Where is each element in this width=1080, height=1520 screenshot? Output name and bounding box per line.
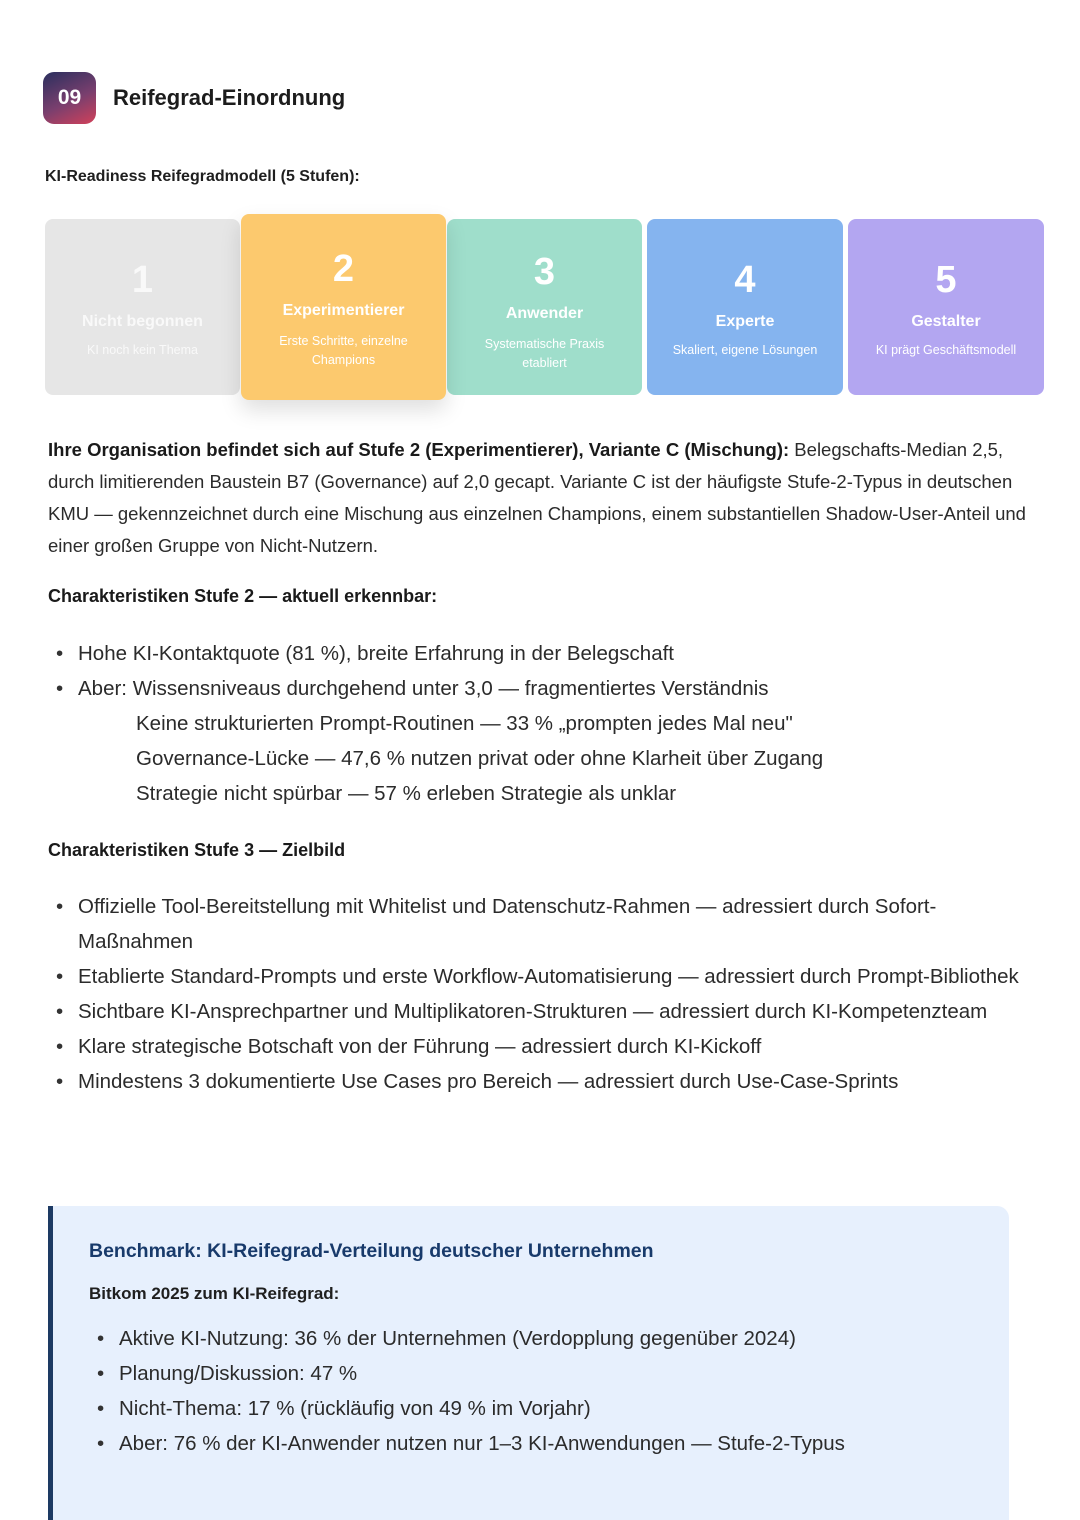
list-item: • Etablierte Standard-Prompts und erste Workflow-Automatisierung — adressiert durch Prompt-Bibliothek xyxy=(48,959,1028,994)
stage-name: Experte xyxy=(715,313,775,330)
stage-description: KI noch kein Thema xyxy=(87,343,198,357)
stage-description: Erste Schritte, einzelne Champions xyxy=(279,334,408,367)
list-item: • Klare strategische Botschaft von der Führung — adressiert durch KI-Kickoff xyxy=(48,1029,1028,1064)
benchmark-title: Benchmark: KI-Reifegrad-Verteilung deutscher Unternehmen xyxy=(89,1240,654,1262)
assessment-summary-text: Belegschafts-Median 2,5, durch limitierenden Baustein B7 (Governance) auf 2,0 gecapt. Variante C ist der häufigste Stufe-2-Typus in deutschen KMU — gekennzeichnet durch eine Mischung aus einzelnen Champions, einem substantiellen Shadow-User-Anteil und einer großen Gruppe von Nicht-Nutzern. xyxy=(48,439,1026,556)
stage-number: 5 xyxy=(935,259,957,301)
list-item: • Sichtbare KI-Ansprechpartner und Multiplikatoren-Strukturen — adressiert durch KI-Kompetenzteam xyxy=(48,994,1028,1029)
stage2-heading: Charakteristiken Stufe 2 — aktuell erkennbar: xyxy=(48,586,438,606)
maturity-model-label: KI-Readiness Reifegradmodell (5 Stufen): xyxy=(45,168,360,185)
benchmark-callout xyxy=(48,1206,1009,1520)
stage-description: Skaliert, eigene Lösungen xyxy=(672,343,818,357)
stage-description: Systematische Praxis etabliert xyxy=(484,337,605,370)
stage-card-4 xyxy=(647,219,843,395)
stage-card-2-active xyxy=(241,214,446,400)
section-title: Reifegrad-Einordnung xyxy=(113,85,346,110)
stage-number: 4 xyxy=(734,259,756,301)
list-item: • Offizielle Tool-Bereitstellung mit Whitelist und Datenschutz-Rahmen — adressiert durch Sofort-Maßnahmen xyxy=(48,889,1028,959)
stage2-characteristics-list xyxy=(48,636,1048,811)
stage-card-1 xyxy=(45,219,240,395)
stage-card-3 xyxy=(447,219,642,395)
stage-number: 1 xyxy=(131,259,154,301)
stage-number: 2 xyxy=(332,248,355,290)
stage-name: Nicht begonnen xyxy=(82,313,203,330)
list-item: • Aktive KI-Nutzung: 36 % der Unternehmen (Verdopplung gegenüber 2024) xyxy=(89,1321,845,1356)
stage-name: Gestalter xyxy=(911,313,981,330)
stage-number: 3 xyxy=(533,251,556,293)
assessment-summary xyxy=(48,434,1028,562)
benchmark-subtitle: Bitkom 2025 zum KI-Reifegrad: xyxy=(89,1284,340,1303)
list-item: Governance-Lücke — 47,6 % nutzen privat oder ohne Klarheit über Zugang xyxy=(136,747,824,770)
stage-card-5 xyxy=(848,219,1044,395)
list-item: • Nicht-Thema: 17 % (rückläufig von 49 % im Vorjahr) xyxy=(89,1391,845,1426)
section-number-badge: 09 xyxy=(43,72,96,124)
list-item: • Hohe KI-Kontaktquote (81 %), breite Erfahrung in der Belegschaft xyxy=(48,636,1048,671)
list-item: • Planung/Diskussion: 47 % xyxy=(89,1356,845,1391)
benchmark-list xyxy=(89,1321,845,1461)
list-item: Strategie nicht spürbar — 57 % erleben Strategie als unklar xyxy=(136,782,677,805)
stage3-characteristics-list xyxy=(48,889,1028,1099)
list-item: • Aber: 76 % der KI-Anwender nutzen nur 1–3 KI-Anwendungen — Stufe-2-Typus xyxy=(89,1426,845,1461)
stage-name: Anwender xyxy=(505,305,584,322)
list-item: • Mindestens 3 dokumentierte Use Cases pro Bereich — adressiert durch Use-Case-Sprints xyxy=(48,1064,1028,1099)
list-item: • Aber: Wissensniveaus durchgehend unter 3,0 — fragmentiertes Verständnis xyxy=(48,671,1048,706)
section-header xyxy=(43,72,345,124)
stage-name: Experimentierer xyxy=(282,302,405,319)
assessment-summary-lead: Ihre Organisation befindet sich auf Stufe 2 (Experimentierer), Variante C (Mischung): xyxy=(48,439,790,460)
stage3-heading: Charakteristiken Stufe 3 — Zielbild xyxy=(48,840,346,860)
list-item: Keine strukturierten Prompt-Routinen — 33 % „prompten jedes Mal neu" xyxy=(136,712,793,735)
stage-description: KI prägt Geschäftsmodell xyxy=(875,343,1017,357)
